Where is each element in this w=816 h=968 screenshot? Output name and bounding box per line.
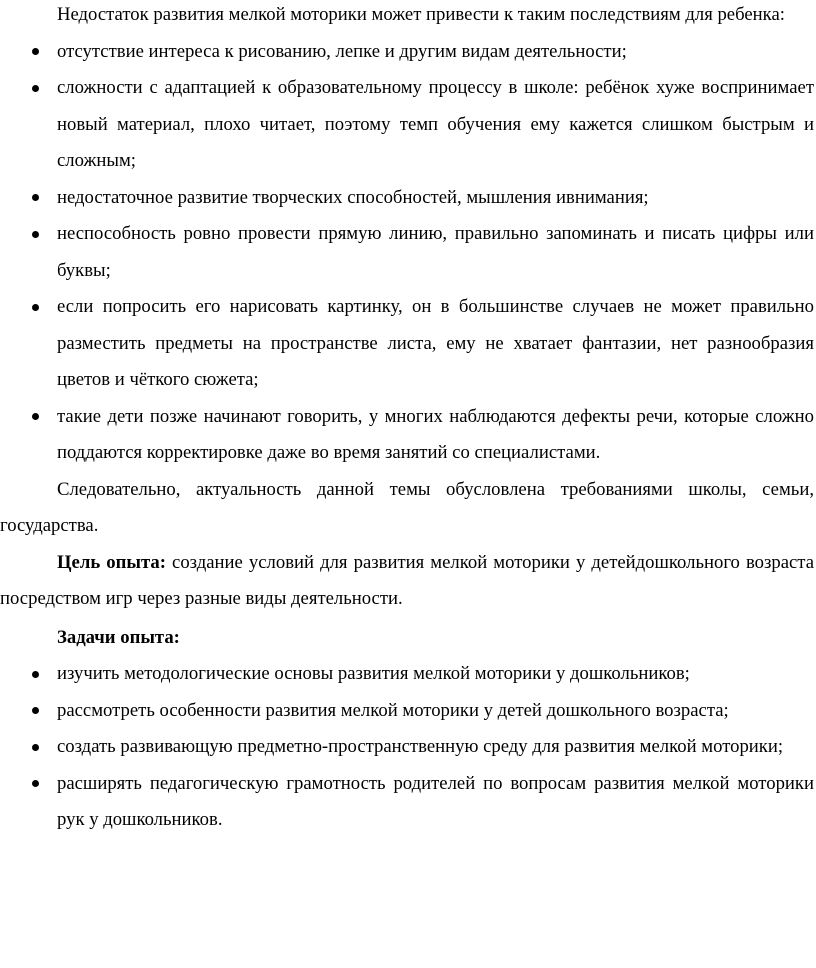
list-item (0, 70, 816, 180)
goal-text: создание условий для развития мелкой моторики у детейдошкольного возраста посредством игр через разные виды деятельности. (0, 551, 814, 609)
tasks-list (0, 656, 816, 839)
list-item (0, 693, 816, 730)
list-item-text: отсутствие интереса к рисованию, лепке и другим видам деятельности; (57, 40, 627, 62)
list-item-text: рассмотреть особенности развития мелкой моторики у детей дошкольного возраста; (57, 699, 729, 721)
bullet-icon (28, 34, 42, 71)
list-item-text: недостаточное развитие творческих способностей, мышления ивнимания; (57, 186, 649, 208)
bullet-icon (28, 399, 42, 436)
list-item (0, 34, 816, 71)
list-item (0, 216, 816, 289)
goal-label: Цель опыта: (57, 551, 166, 573)
consequences-list (0, 34, 816, 472)
list-item-text: если попросить его нарисовать картинку, он в большинстве случаев не может правильно разместить предметы на пространстве листа, ему не хватает фантазии, нет разнообразия цветов и чёткого сюжета; (57, 296, 814, 390)
bullet-icon (28, 729, 42, 766)
intro-paragraph: Недостаток развития мелкой моторики может привести к таким последствиям для ребенка: (57, 4, 785, 25)
list-item (0, 729, 816, 766)
bullet-icon (28, 216, 42, 253)
list-item (0, 289, 816, 399)
list-item (0, 656, 816, 693)
goal-paragraph (0, 545, 816, 618)
list-item (0, 180, 816, 217)
bullet-icon (28, 766, 42, 803)
bullet-icon (28, 180, 42, 217)
list-item (0, 399, 816, 472)
list-item-text: расширять педагогическую грамотность родителей по вопросам развития мелкой моторики рук у дошкольников. (57, 772, 814, 830)
list-item-text: изучить методологические основы развития мелкой моторики у дошкольников; (57, 663, 690, 684)
list-item-text: такие дети позже начинают говорить, у многих наблюдаются дефекты речи, которые сложно поддаются корректировке даже во время занятий со специалистами. (57, 405, 814, 463)
bullet-icon (28, 656, 42, 693)
bullet-icon (28, 693, 42, 730)
list-item-text: сложности с адаптацией к образовательному процессу в школе: ребёнок хуже воспринимает новый материал, плохо читает, поэтому темп обучения ему кажется слишком быстрым и сложным; (57, 77, 814, 171)
bullet-icon (28, 289, 42, 326)
list-item-text: создать развивающую предметно-пространственную среду для развития мелкой моторики; (57, 736, 784, 757)
relevance-paragraph: Следовательно, актуальность данной темы обусловлена требованиями школы, семьи, государства. (0, 478, 814, 536)
bullet-icon (28, 70, 42, 107)
list-item-text: неспособность ровно провести прямую линию, правильно запоминать и писать цифры или буквы; (57, 223, 814, 281)
list-item (0, 766, 816, 839)
tasks-heading: Задачи опыта: (57, 626, 180, 648)
